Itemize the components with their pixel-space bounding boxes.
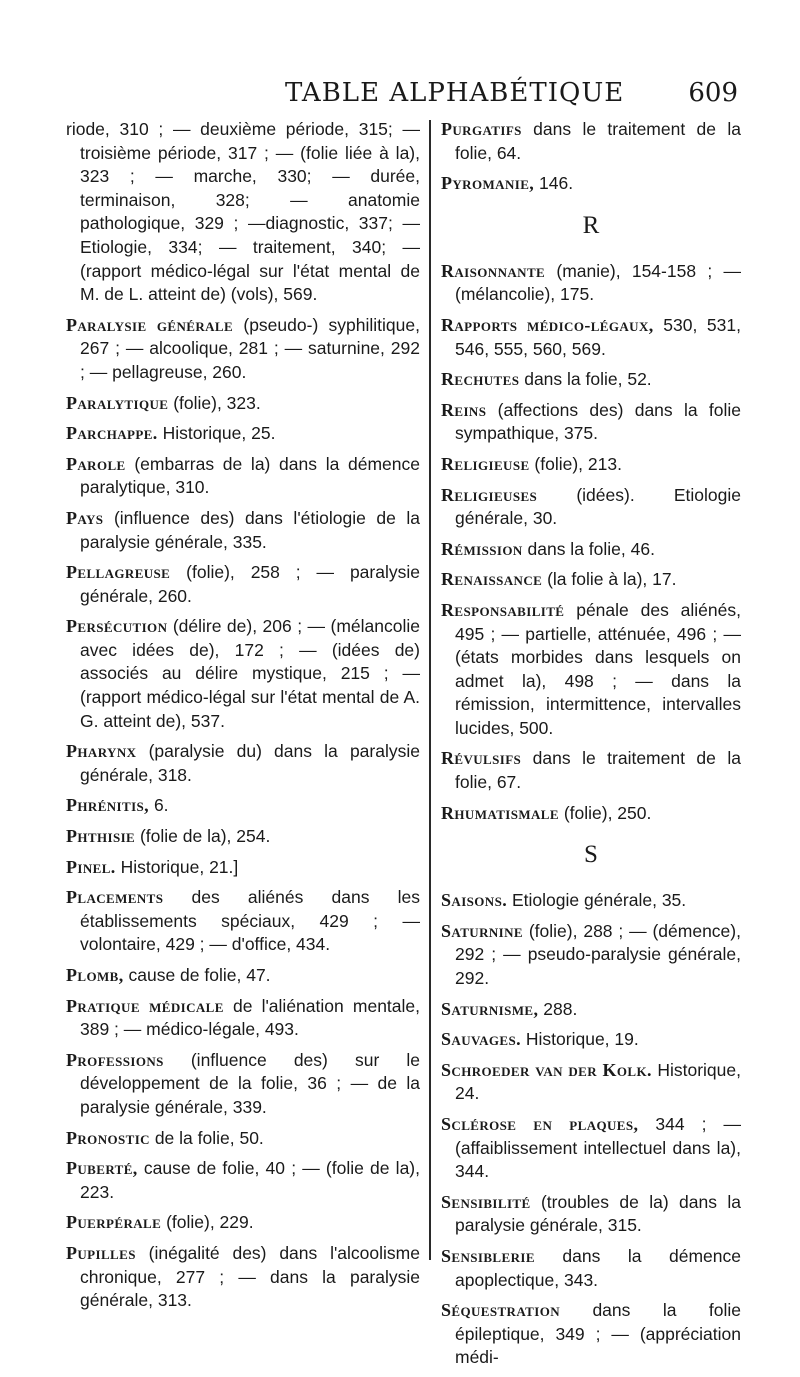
entry-heading: Séquestration <box>441 1300 560 1321</box>
entry-text: 146. <box>539 173 574 194</box>
entry-text: dans la folie, 46. <box>527 538 655 559</box>
entry-text: (folie), 229. <box>166 1212 254 1233</box>
entry-text: dans la folie épileptique, 349 ; — (appréciation médi- <box>455 1300 741 1368</box>
entry-text: (folie), 288 ; — (démence), 292 ; — pseudo-paralysie générale, 292. <box>455 920 741 989</box>
index-entry <box>66 422 420 446</box>
index-entry <box>66 1049 420 1120</box>
index-entry <box>66 453 420 500</box>
entry-heading: Saturnisme, <box>441 998 539 1019</box>
right-column <box>441 118 741 1377</box>
entry-heading: Saturnine <box>441 920 523 941</box>
entry-heading: Pupilles <box>66 1242 136 1263</box>
index-entry <box>441 453 741 477</box>
right-column-s-entries <box>441 889 741 1370</box>
entry-text: Historique, 25. <box>162 423 276 444</box>
entry-text: (inégalité des) dans l'alcoolisme chronique, 277 ; — dans la paralysie générale, 313. <box>80 1242 420 1311</box>
entry-heading: Saisons. <box>441 890 508 911</box>
index-entry <box>66 561 420 608</box>
page-title: TABLE ALPHABÉTIQUE <box>285 78 625 108</box>
entry-heading: Sensibilité <box>441 1191 531 1212</box>
entry-text: 288. <box>543 998 578 1019</box>
entry-text: (idées). Etiologie générale, 30. <box>455 484 741 529</box>
index-entry <box>441 1191 741 1238</box>
entry-heading: Paralytique <box>66 392 169 413</box>
index-entry <box>441 368 741 392</box>
entry-heading: Paralysie générale <box>66 314 234 335</box>
index-entry <box>441 1028 741 1052</box>
index-entry <box>441 1299 741 1370</box>
entry-text: Historique, 24. <box>455 1059 741 1104</box>
entry-text: Historique, 19. <box>525 1029 639 1050</box>
entry-text: (la folie à la), 17. <box>547 569 677 590</box>
index-entry <box>441 802 741 826</box>
entry-heading: Puberté, <box>66 1158 138 1179</box>
entry-heading: Professions <box>66 1049 164 1070</box>
entry-heading: Raisonnante <box>441 260 546 281</box>
entry-text: (folie), 323. <box>173 392 261 413</box>
entry-heading: Pyromanie, <box>441 173 535 194</box>
entry-text: (troubles de la) dans la paralysie générale, 315. <box>455 1191 741 1236</box>
entry-heading: Parchappe. <box>66 423 158 444</box>
entry-text: pénale des aliénés, 495 ; — partielle, atténuée, 496 ; — (états morbides dans lesquels on admet la), 498 ; — dans la rémission, intermittence, intervalles lucides, 500. <box>455 599 741 738</box>
entry-heading: Sauvages. <box>441 1029 522 1050</box>
section-letter-r: R <box>582 211 600 239</box>
entry-heading: Phrénitis, <box>66 795 150 816</box>
entry-heading: Religieuse <box>441 453 530 474</box>
page-header <box>0 78 800 118</box>
entry-text: (folie), 250. <box>563 802 652 823</box>
index-entry <box>66 995 420 1042</box>
entry-heading: Purgatifs <box>441 119 522 139</box>
index-entry <box>441 599 741 741</box>
entry-text: dans la démence apoplectique, 343. <box>455 1245 741 1290</box>
entry-heading: Pays <box>66 507 104 528</box>
index-entry <box>441 484 741 531</box>
entry-text: (embarras de la) dans la démence paralytique, 310. <box>80 453 420 498</box>
entry-heading: Pratique médicale <box>66 995 224 1016</box>
entry-text: riode, 310 ; — deuxième période, 315; — troisième période, 317 ; — (folie liée à la), 323 ; — marche, 330; — durée, terminaison, 328; — anatomie pathologique, 329 ; —diagnostic, 337; — Etiologie, 334; — traitement, 340; — (rapport médico-légal sur l'état mental de M. de L. atteint de) (vols), 569. <box>66 119 420 305</box>
entry-text: dans la folie, 52. <box>524 369 652 390</box>
index-entry <box>66 392 420 416</box>
entry-text: (pseudo-) syphilitique, 267 ; — alcoolique, 281 ; — saturnine, 292 ; — pellagreuse, 260. <box>80 314 420 382</box>
entry-heading: Renaissance <box>441 569 543 590</box>
index-entry <box>66 740 420 787</box>
entry-text: (influence des) sur le développement de la folie, 36 ; — de la paralysie générale, 339. <box>80 1049 420 1117</box>
entry-heading: Pharynx <box>66 741 137 762</box>
entry-text: (délire de), 206 ; — (mélancolie avec idées de), 172 ; — (idées de) associés au délire mystique, 215 ; — (rapport médico-légal sur l'état mental de A. G. atteint de), 537. <box>80 616 420 731</box>
index-entry <box>66 1157 420 1204</box>
entry-heading: Puerpérale <box>66 1212 162 1233</box>
entry-text: 344 ; — (affaiblissement intellectuel dans la), 344. <box>455 1114 741 1182</box>
index-entry <box>441 889 741 913</box>
entry-text: (influence des) dans l'étiologie de la paralysie générale, 335. <box>80 507 420 552</box>
entry-heading: Responsabilité <box>441 599 565 620</box>
index-entry <box>441 399 741 446</box>
index-entry <box>66 615 420 733</box>
index-entry <box>66 1127 420 1151</box>
index-entry <box>441 998 741 1022</box>
entry-text: (folie de la), 254. <box>139 826 271 847</box>
entry-heading: Persécution <box>66 616 168 637</box>
entry-text: cause de folie, 40 ; — (folie de la), 223. <box>80 1158 420 1202</box>
entry-heading: Rémission <box>441 538 523 559</box>
index-entry <box>66 964 420 988</box>
index-entry <box>66 825 420 849</box>
entry-heading: Rhumatismale <box>441 802 559 823</box>
section-letter-s: S <box>584 841 598 869</box>
left-column <box>66 118 420 1320</box>
entry-heading: Placements <box>66 887 164 908</box>
entry-heading: Rechutes <box>441 369 520 390</box>
index-entry <box>66 1211 420 1235</box>
entry-text: (folie), 258 ; — paralysie générale, 260. <box>80 562 420 606</box>
index-entry <box>66 314 420 385</box>
entry-heading: Sensiblerie <box>441 1245 535 1266</box>
entry-heading: Religieuses <box>441 484 538 505</box>
entry-heading: Reins <box>441 399 487 420</box>
entry-text: de l'aliénation mentale, 389 ; — médico-légale, 493. <box>80 995 420 1040</box>
index-entry <box>441 260 741 307</box>
entry-heading: Révulsifs <box>441 748 522 769</box>
entry-heading: Rapports médico-légaux, <box>441 314 654 335</box>
entry-heading: Parole <box>66 453 126 474</box>
entry-heading: Sclérose en plaques, <box>441 1114 639 1134</box>
entry-text: des aliénés dans les établissements spéciaux, 429 ; — volontaire, 429 ; — d'office, 434. <box>80 887 420 955</box>
entry-text: dans le traitement de la folie, 67. <box>455 748 741 793</box>
entry-heading: Pellagreuse <box>66 562 171 583</box>
entry-heading: Plomb, <box>66 965 124 985</box>
right-column-p-entries <box>441 118 741 196</box>
index-entry <box>66 856 420 880</box>
entry-text: (paralysie du) dans la paralysie générale, 318. <box>80 741 420 785</box>
entry-text: (affections des) dans la folie sympathique, 375. <box>455 399 741 444</box>
column-divider <box>429 120 431 1260</box>
index-entry <box>66 1242 420 1313</box>
index-entry <box>441 920 741 991</box>
entry-heading: Pinel. <box>66 856 116 877</box>
index-entry <box>66 794 420 818</box>
index-entry <box>441 1113 741 1184</box>
index-entry <box>441 1245 741 1292</box>
index-entry <box>441 118 741 165</box>
index-entry <box>441 314 741 361</box>
page-number: 609 <box>688 78 738 108</box>
entry-text: Historique, 21.] <box>120 856 239 877</box>
index-entry <box>66 118 420 307</box>
index-entry <box>441 172 741 196</box>
index-entry <box>66 886 420 957</box>
entry-text: dans le traitement de la folie, 64. <box>455 119 741 163</box>
entry-text: (folie), 213. <box>534 453 622 474</box>
entry-text: Etiologie générale, 35. <box>512 890 687 911</box>
entry-text: de la folie, 50. <box>154 1127 264 1148</box>
right-column-r-entries <box>441 260 741 825</box>
entry-heading: Schroeder van der Kolk. <box>441 1059 652 1080</box>
index-entry <box>441 1059 741 1106</box>
index-entry <box>441 747 741 794</box>
entry-heading: Phthisie <box>66 826 136 847</box>
entry-text: cause de folie, 47. <box>128 965 271 985</box>
index-entry <box>441 568 741 592</box>
entry-heading: Pronostic <box>66 1127 150 1148</box>
index-entry <box>441 538 741 562</box>
entry-text: 6. <box>153 795 169 816</box>
index-entry <box>66 507 420 554</box>
entry-text: 530, 531, 546, 555, 560, 569. <box>455 314 741 359</box>
entry-text: (manie), 154-158 ; — (mélancolie), 175. <box>455 260 741 305</box>
